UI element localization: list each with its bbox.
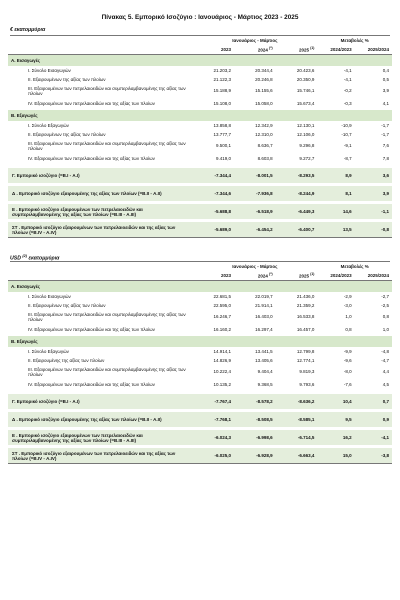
year-text: 2025 <box>298 273 309 279</box>
footnote-mark: (1) <box>310 272 315 277</box>
cell-v2024: 22.019,7 <box>255 294 273 299</box>
cell-v2023: 21.203,2 <box>213 68 231 73</box>
cell-c2: 0,5 <box>382 77 389 82</box>
cell-v2025: -6.400,7 <box>276 222 318 238</box>
cell-v2024: -8.578,2 <box>234 394 276 409</box>
cell-v2024: -6.454,2 <box>234 222 276 238</box>
cell-c2: 7,6 <box>382 143 389 148</box>
unit-label-eur: € εκατομμύρια <box>10 26 390 36</box>
row-label: IV. Εξαιρουμένων των πετρελαιοειδών και της αξίας των πλοίων <box>28 382 155 387</box>
footnote-mark: (*) <box>269 272 273 277</box>
import-row <box>8 301 392 310</box>
cell-v2025: 9.819,3 <box>299 369 315 374</box>
header-year-2023: 2023 <box>192 45 234 55</box>
cell-c2: -2,7 <box>381 294 389 299</box>
export-row <box>8 365 392 378</box>
cell-c1: 8,9 <box>317 168 354 183</box>
header-change: Μεταβολές % <box>340 38 369 43</box>
export-row <box>8 139 392 152</box>
header-year-2025 <box>276 271 318 281</box>
import-row <box>8 84 392 97</box>
trade-table-usd <box>8 262 392 464</box>
cell-v2023: 15.108,0 <box>213 101 231 106</box>
export-row <box>8 347 392 356</box>
cell-v2024: 20.246,8 <box>255 77 273 82</box>
cell-v2023: 9.419,0 <box>215 156 231 161</box>
header-year-2024 <box>234 45 276 55</box>
row-label: Γ. Εμπορικό ισοζύγιο (=Β.I - Α.I) <box>8 394 192 409</box>
cell-v2023: -5.689,0 <box>192 222 234 238</box>
cell-v2023: -7.767,4 <box>192 394 234 409</box>
cell-v2023: 10.135,2 <box>213 382 231 387</box>
cell-v2024: 13.405,6 <box>255 358 273 363</box>
cell-v2023: -6.025,0 <box>192 448 234 464</box>
cell-c1: 10,4 <box>317 394 354 409</box>
cell-c1: -0,3 <box>343 101 352 106</box>
cell-v2025: 12.106,0 <box>296 132 315 137</box>
cell-c1: -8,0 <box>343 369 352 374</box>
export-row <box>8 152 392 165</box>
cell-c1: -4,1 <box>343 77 352 82</box>
row-label: III. Εξαιρουμένων των πετρελαιοειδών και συμπεριλαμβανομένης της αξίας των πλοίων <box>28 366 186 377</box>
section-label: Β. Εξαγωγές <box>8 110 392 121</box>
section-gap <box>8 238 392 252</box>
header-period: Ιανουάριος - Μάρτιος <box>232 264 278 269</box>
cell-c2: -1,1 <box>355 204 392 219</box>
cell-v2025: -8.293,5 <box>276 168 318 183</box>
cell-v2025: -6.449,3 <box>276 204 318 219</box>
row-label: ΣΤ . Εμπορικό ισοζύγιο εξαιρουμένων των πετρελαιοειδών και της αξίας των πλοίων (=Β.IV - Α.IV) <box>8 448 192 464</box>
cell-v2023: 14.914,1 <box>213 349 231 354</box>
cell-v2023: 22.595,0 <box>213 303 231 308</box>
cell-c2: -2,5 <box>381 303 389 308</box>
cell-v2025: -8.636,2 <box>276 394 318 409</box>
section-imports <box>8 55 392 67</box>
balance-row <box>8 186 392 201</box>
cell-v2025: -8.244,9 <box>276 186 318 201</box>
cell-v2023: 22.681,5 <box>213 294 231 299</box>
cell-v2025: -6.663,4 <box>276 448 318 464</box>
cell-c1: -2,9 <box>343 294 352 299</box>
cell-v2023: 16.246,7 <box>213 314 231 319</box>
row-label: II. Εξαιρουμένης της αξίας των πλοίων <box>28 358 105 363</box>
cell-c1: -4,1 <box>343 68 352 73</box>
year-text: 2025 <box>298 47 309 53</box>
cell-c1: 15,0 <box>317 448 354 464</box>
cell-v2024: -8.001,5 <box>234 168 276 183</box>
cell-c1: 13,5 <box>317 222 354 238</box>
cell-v2023: 9.500,1 <box>215 143 231 148</box>
section-exports <box>8 336 392 347</box>
cell-c1: 9,5 <box>317 412 354 427</box>
cell-v2023: -7.344,6 <box>192 186 234 201</box>
cell-c2: -3,8 <box>355 448 392 464</box>
cell-c2: 3,9 <box>355 186 392 201</box>
export-row <box>8 378 392 391</box>
row-label: IV. Εξαιρουμένων των πετρελαιοειδών και της αξίας των πλοίων <box>28 327 155 332</box>
header-year-2023: 2023 <box>192 271 234 281</box>
header-change-2024-2023: 2024/2023 <box>317 271 354 281</box>
cell-v2024: 20.344,4 <box>255 68 273 73</box>
cell-v2023: 13.858,8 <box>213 123 231 128</box>
header-row-groups <box>8 262 392 271</box>
row-label: IV. Εξαιρουμένων των πετρελαιοειδών και της αξίας των πλοίων <box>28 156 155 161</box>
header-change-2024-2023: 2024/2023 <box>317 45 354 55</box>
row-label: Ε . Εμπορικό ισοζύγιο εξαιρουμένων των πετρελαιοειδών και συμπεριλαμβανομένης της αξίας των πλοίων (=Β.III - Α.III) <box>8 204 192 219</box>
cell-v2024: 12.342,9 <box>255 123 273 128</box>
row-label: III. Εξαιρουμένων των πετρελαιοειδών και συμπεριλαμβανομένης της αξίας των πλοίων <box>28 85 186 96</box>
cell-c1: -10,7 <box>341 132 352 137</box>
cell-v2025: 21.359,2 <box>296 303 315 308</box>
section-label: Α. Εισαγωγές <box>8 55 392 67</box>
balance-row <box>8 412 392 427</box>
row-label: II. Εξαιρουμένων της αξίας των πλοίων <box>28 77 106 82</box>
row-label: I. Σύνολο Εισαγωγών <box>28 294 71 299</box>
cell-v2024: 9.404,4 <box>257 369 273 374</box>
cell-c2: -4,7 <box>381 358 389 363</box>
cell-v2025: 9.296,8 <box>299 143 315 148</box>
row-label: II. Εξαιρουμένων της αξίας των πλοίων <box>28 132 106 137</box>
table-body <box>8 262 392 464</box>
export-row <box>8 130 392 139</box>
cell-v2024: -7.936,8 <box>234 186 276 201</box>
balance-row <box>8 168 392 183</box>
cell-v2024: 8.603,8 <box>257 156 273 161</box>
cell-v2025: 20.350,9 <box>296 77 315 82</box>
header-year-2024 <box>234 271 276 281</box>
row-label: Ε . Εμπορικό ισοζύγιο εξαιρουμένων των πετρελαιοειδών και συμπεριλαμβανομένης της αξίας των πλοίων (=Β.III - Α.III) <box>8 430 192 445</box>
cell-c2: -1,7 <box>381 123 389 128</box>
trade-table-eur <box>8 36 392 238</box>
cell-v2025: 16.533,8 <box>296 314 315 319</box>
import-row <box>8 323 392 336</box>
balance-row <box>8 204 392 219</box>
cell-v2025: 12.799,8 <box>296 349 315 354</box>
cell-v2025: 9.793,6 <box>299 382 315 387</box>
import-row <box>8 66 392 75</box>
row-label: I. Σύνολο Εισαγωγών <box>28 68 71 73</box>
cell-v2025: 21.436,0 <box>296 294 315 299</box>
row-label: ΣΤ . Εμπορικό ισοζύγιο εξαιρουμένων των πετρελαιοειδών και της αξίας των πλοίων (=Β.IV - Α.IV) <box>8 222 192 238</box>
cell-v2025: 20.423,6 <box>296 68 315 73</box>
balance-row <box>8 394 392 409</box>
header-empty <box>8 45 192 55</box>
cell-v2025: 16.457,0 <box>296 327 315 332</box>
cell-v2023: -5.688,8 <box>192 204 234 219</box>
year-text: 2024 <box>257 273 268 279</box>
cell-v2024: 21.914,1 <box>255 303 273 308</box>
import-row <box>8 75 392 84</box>
cell-c2: 3,6 <box>355 168 392 183</box>
header-row-years <box>8 271 392 281</box>
import-row <box>8 310 392 323</box>
cell-v2023: 16.160,2 <box>213 327 231 332</box>
cell-c2: 0,4 <box>382 68 389 73</box>
header-change-2025-2024: 2025/2024 <box>355 45 392 55</box>
cell-v2024: 16.297,4 <box>255 327 273 332</box>
cell-c2: 7,8 <box>382 156 389 161</box>
section-label: Α. Εισαγωγές <box>8 281 392 293</box>
header-period: Ιανουάριος - Μάρτιος <box>232 38 278 43</box>
cell-c2: 0,8 <box>382 314 389 319</box>
cell-c2: 4,1 <box>382 101 389 106</box>
header-empty <box>8 36 192 45</box>
cell-c2: -4,1 <box>355 430 392 445</box>
cell-c1: -9,1 <box>343 143 352 148</box>
row-label: Δ . Εμπορικό ισοζύγιο εξαιρουμένης της αξίας των πλοίων (=Β.II - Α.II) <box>8 186 192 201</box>
header-row-years <box>8 45 392 55</box>
cell-c1: 8,1 <box>317 186 354 201</box>
cell-c1: -3,0 <box>343 303 352 308</box>
cell-v2024: -6.998,6 <box>234 430 276 445</box>
row-label: III. Εξαιρουμένων των πετρελαιοειδών και συμπεριλαμβανομένης της αξίας των πλοίων <box>28 140 186 151</box>
section-exports <box>8 110 392 121</box>
unit-label-usd: USD $^{(2)}$ εκατομμύρια <box>10 252 390 262</box>
export-row <box>8 356 392 365</box>
cell-c2: 4,5 <box>382 382 389 387</box>
footnote-mark: (*) <box>269 46 273 51</box>
row-label: II. Εξαιρουμένων της αξίας των πλοίων <box>28 303 106 308</box>
cell-c2: 1,0 <box>382 327 389 332</box>
export-row <box>8 121 392 130</box>
row-label: III. Εξαιρουμένων των πετρελαιοειδών και συμπεριλαμβανομένης της αξίας των πλοίων <box>28 311 186 322</box>
cell-c2: 3,9 <box>382 88 389 93</box>
header-change: Μεταβολές % <box>340 264 369 269</box>
cell-v2025: 12.774,1 <box>296 358 315 363</box>
cell-v2023: 21.122,3 <box>213 77 231 82</box>
cell-v2024: 8.636,7 <box>257 143 273 148</box>
cell-v2025: 12.130,1 <box>296 123 315 128</box>
cell-v2024: 13.441,5 <box>255 349 273 354</box>
footnote-mark: (1) <box>310 46 315 51</box>
cell-v2025: 15.746,1 <box>296 88 315 93</box>
cell-c1: -8,7 <box>343 156 352 161</box>
cell-c1: 14,6 <box>317 204 354 219</box>
cell-c2: 0,9 <box>355 412 392 427</box>
table-title: Πίνακας 5. Εμπορικό Ισοζύγιο : Ιανουάριος - Μάρτιος 2023 - 2025 <box>101 14 299 21</box>
row-label: Δ . Εμπορικό ισοζύγιο εξαιρουμένης της αξίας των πλοίων (=Β.II - Α.II) <box>8 412 192 427</box>
row-label: IV. Εξαιρουμένων των πετρελαιοειδών και της αξίας των πλοίων <box>28 101 155 106</box>
header-empty <box>8 262 192 271</box>
cell-c2: -4,8 <box>381 349 389 354</box>
section-label: Β. Εξαγωγές <box>8 336 392 347</box>
cell-c2: 0,7 <box>355 394 392 409</box>
header-row-groups <box>8 36 392 45</box>
cell-v2025: -6.714,5 <box>276 430 318 445</box>
year-text: 2024 <box>257 47 268 53</box>
cell-v2024: -6.928,9 <box>234 448 276 464</box>
table-body <box>8 36 392 238</box>
cell-v2025: -8.585,1 <box>276 412 318 427</box>
cell-c2: 4,4 <box>382 369 389 374</box>
cell-c1: 0,8 <box>345 327 352 332</box>
import-row <box>8 97 392 110</box>
cell-v2025: 15.673,4 <box>296 101 315 106</box>
cell-v2024: 15.058,0 <box>255 101 273 106</box>
cell-v2023: 13.777,7 <box>213 132 231 137</box>
cell-c2: -1,7 <box>381 132 389 137</box>
row-label: Γ. Εμπορικό ισοζύγιο (=Β.I - Α.I) <box>8 168 192 183</box>
cell-v2024: 12.310,0 <box>255 132 273 137</box>
row-label: I. Σύνολο Εξαγωγών <box>28 123 69 128</box>
cell-c1: -9,6 <box>343 358 352 363</box>
import-row <box>8 292 392 301</box>
cell-c1: -7,6 <box>343 382 352 387</box>
header-change-2025-2024: 2025/2024 <box>355 271 392 281</box>
balance-row <box>8 448 392 464</box>
cell-c1: -9,9 <box>343 349 352 354</box>
cell-v2023: -6.024,3 <box>192 430 234 445</box>
cell-c1: 1,0 <box>345 314 352 319</box>
cell-v2023: 10.222,4 <box>213 369 231 374</box>
cell-v2024: 9.368,5 <box>257 382 273 387</box>
cell-c1: 16,2 <box>317 430 354 445</box>
cell-v2023: -7.768,1 <box>192 412 234 427</box>
header-empty <box>8 271 192 281</box>
balance-row <box>8 222 392 238</box>
cell-v2024: -8.508,5 <box>234 412 276 427</box>
section-imports <box>8 281 392 293</box>
cell-v2024: 16.403,0 <box>255 314 273 319</box>
row-label: I. Σύνολο Εξαγωγών <box>28 349 69 354</box>
cell-v2024: -6.518,9 <box>234 204 276 219</box>
cell-v2023: 15.188,9 <box>213 88 231 93</box>
cell-c1: -0,2 <box>343 88 352 93</box>
cell-c2: -0,8 <box>355 222 392 238</box>
cell-v2023: -7.344,4 <box>192 168 234 183</box>
balance-row <box>8 430 392 445</box>
cell-v2024: 15.155,6 <box>255 88 273 93</box>
cell-v2023: 14.826,9 <box>213 358 231 363</box>
cell-v2025: 9.272,7 <box>299 156 315 161</box>
header-year-2025 <box>276 45 318 55</box>
cell-c1: -10,9 <box>341 123 352 128</box>
